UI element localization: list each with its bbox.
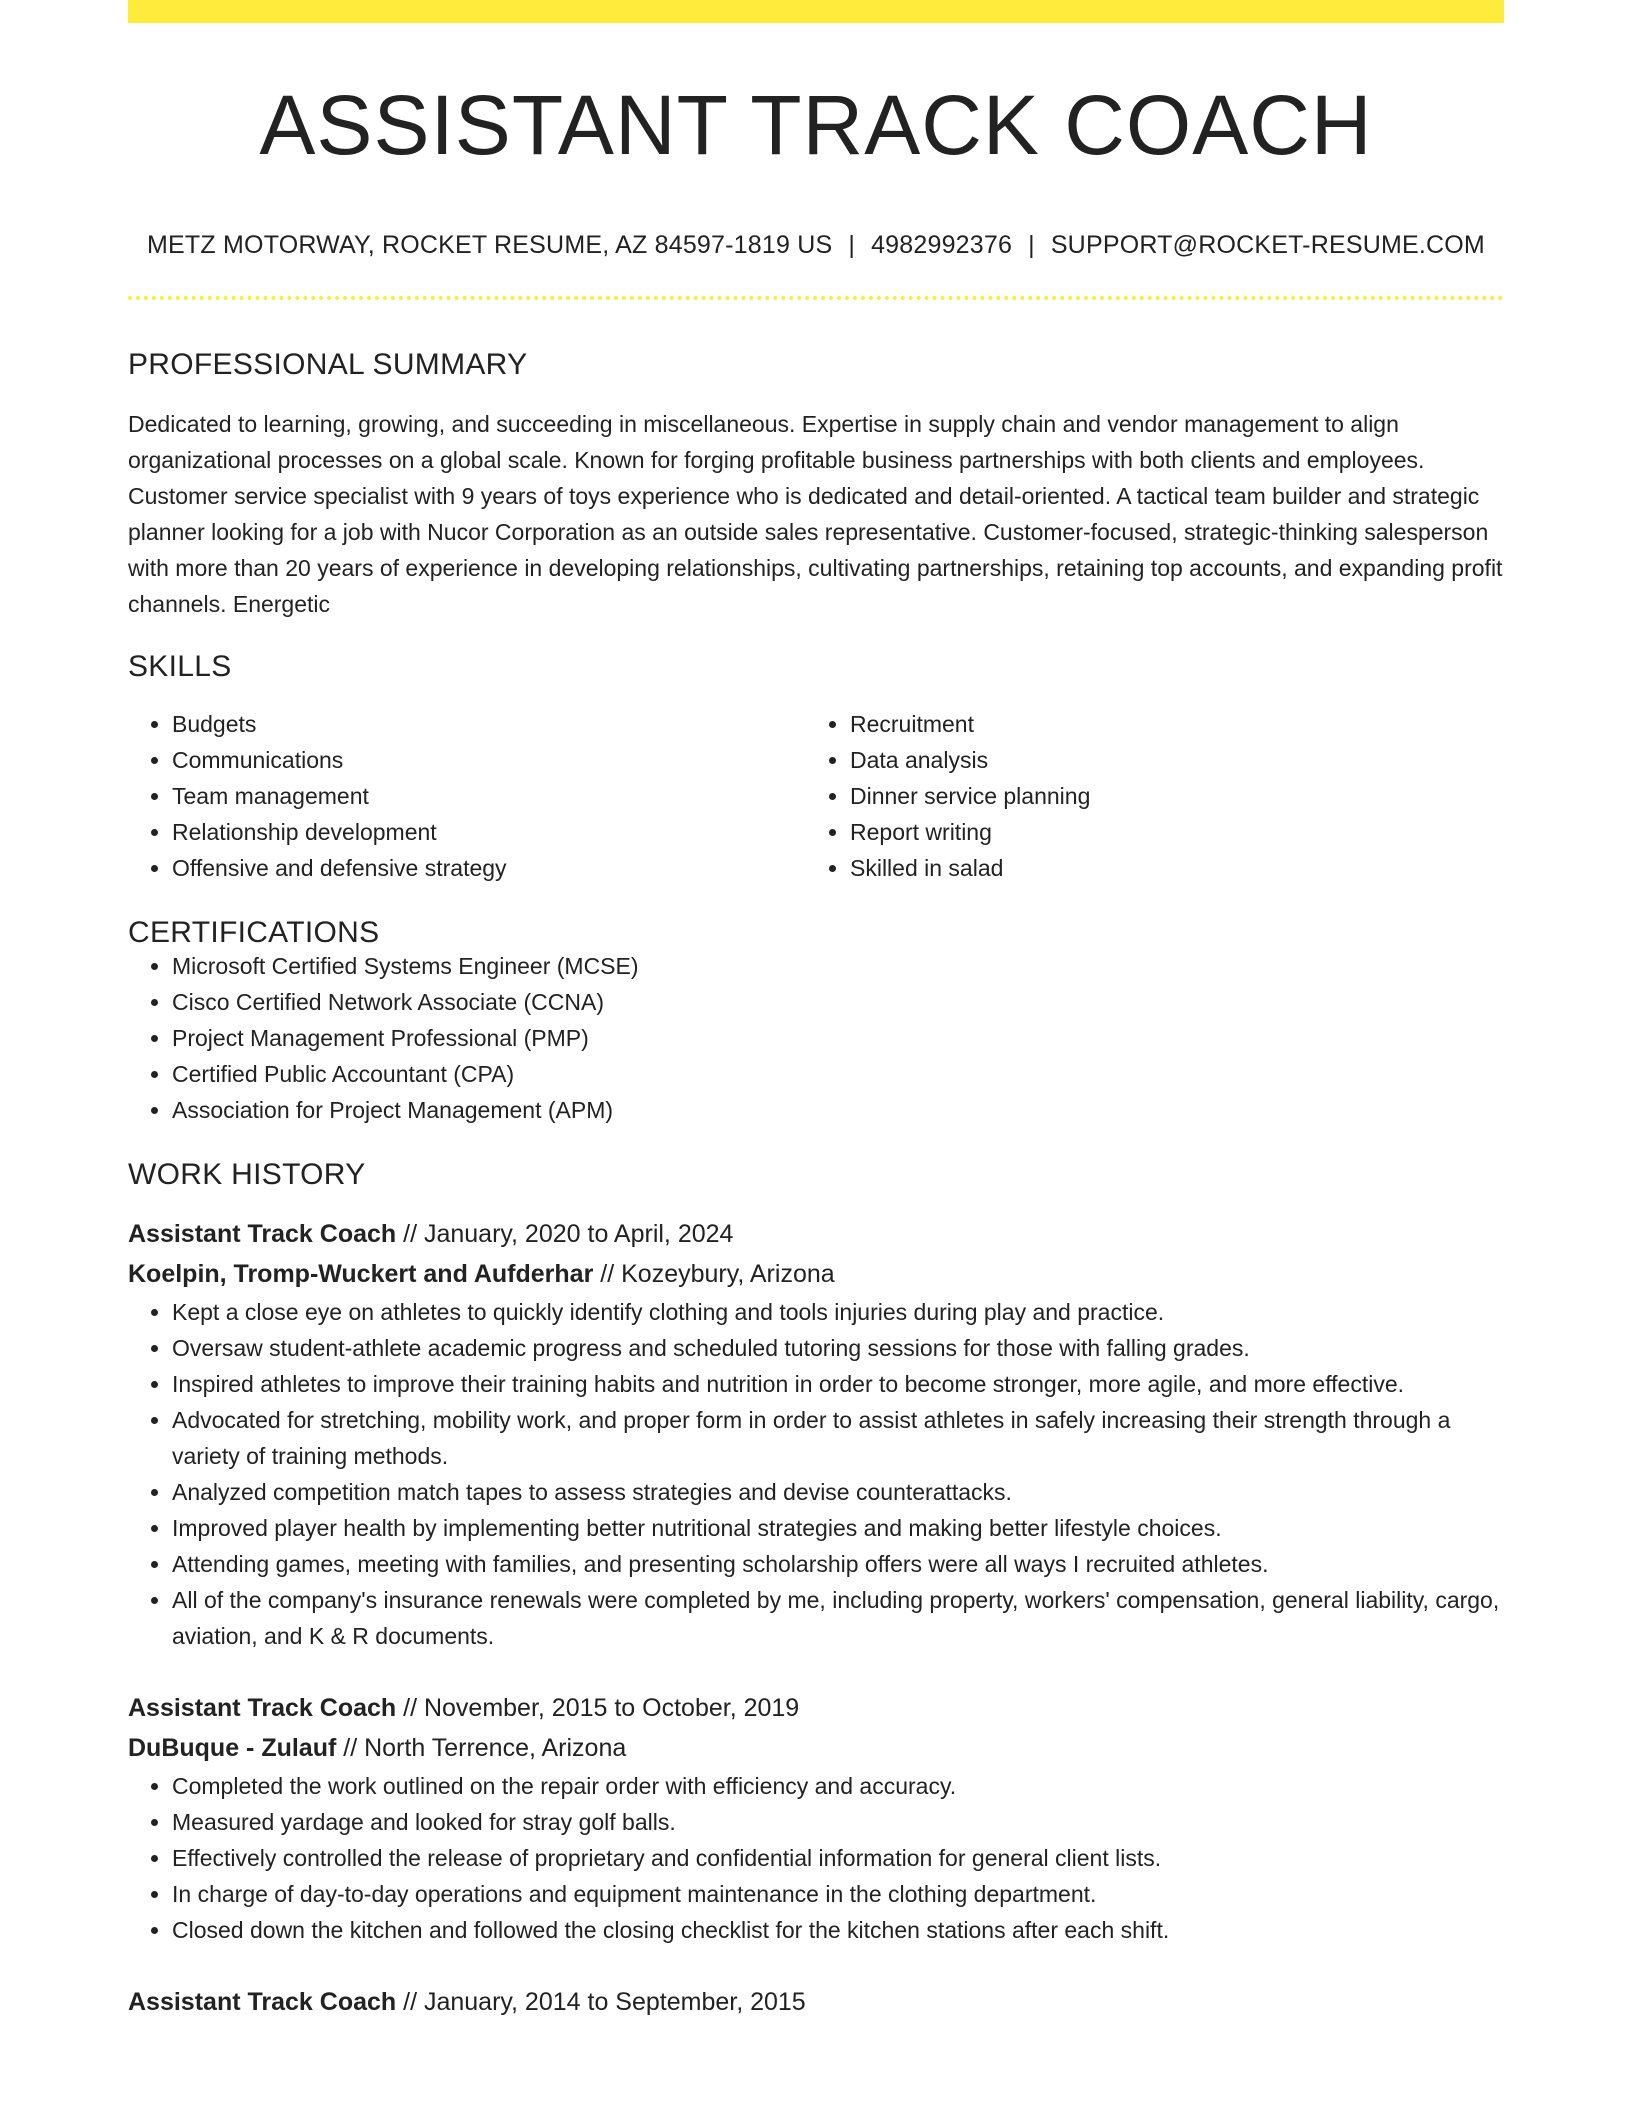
certification-item: • Cisco Certified Network Associate (CCNA): [172, 984, 1504, 1020]
contact-phone: 4982992376: [871, 231, 1013, 259]
certifications-heading: CERTIFICATIONS: [128, 916, 380, 949]
job-title-line: [128, 1982, 1504, 2022]
job-duty: • Completed the work outlined on the repair order with efficiency and accuracy.: [172, 1768, 1504, 1804]
job-company: DuBuque - Zulauf: [128, 1734, 337, 1762]
job-title-line: [128, 1688, 1504, 1728]
skills-list-right: [806, 706, 1484, 886]
contact-line: [128, 233, 1504, 258]
skill-item: • Relationship development: [172, 814, 806, 850]
accent-bar: [128, 0, 1504, 23]
job-dates: // November, 2015 to October, 2019: [396, 1694, 800, 1722]
skill-item: • Budgets: [172, 706, 806, 742]
job-entry: [128, 1688, 1504, 1948]
skill-item: • Skilled in salad: [850, 850, 1484, 886]
job-entry: [128, 1982, 1504, 2022]
contact-separator: |: [848, 231, 856, 259]
summary-heading: PROFESSIONAL SUMMARY: [128, 348, 528, 381]
job-duty: • Attending games, meeting with families, and presenting scholarship offers were all ways I recruited athletes.: [172, 1546, 1504, 1582]
job-title-line: [128, 1214, 1504, 1254]
job-duty: • Improved player health by implementing better nutritional strategies and making better lifestyle choices.: [172, 1510, 1504, 1546]
skills-columns: [128, 706, 1504, 886]
job-duty: • Effectively controlled the release of proprietary and confidential information for general client lists.: [172, 1840, 1504, 1876]
contact-address: METZ MOTORWAY, ROCKET RESUME, AZ 84597-1819 US: [147, 231, 833, 259]
dotted-divider: [128, 296, 1504, 300]
certification-item: • Microsoft Certified Systems Engineer (MCSE): [172, 948, 1504, 984]
work-history-heading: WORK HISTORY: [128, 1158, 366, 1191]
skill-item: • Offensive and defensive strategy: [172, 850, 806, 886]
certification-item: • Certified Public Accountant (CPA): [172, 1056, 1504, 1092]
job-duty: • Inspired athletes to improve their training habits and nutrition in order to become stronger, more agile, and more effective.: [172, 1366, 1504, 1402]
job-duty: • Oversaw student-athlete academic progress and scheduled tutoring sessions for those with falling grades.: [172, 1330, 1504, 1366]
job-title: Assistant Track Coach: [128, 1694, 397, 1722]
job-company-line: [128, 1728, 1504, 1768]
job-entry: [128, 1214, 1504, 1654]
job-dates: // January, 2020 to April, 2024: [396, 1220, 734, 1248]
summary-text: Dedicated to learning, growing, and succeeding in miscellaneous. Expertise in supply chain and vendor management to align organizational processes on a global scale. Known for forging profitable business partnerships with both clients and employees. Customer service specialist with 9 years of toys experience who is dedicated and detail-oriented. A tactical team builder and strategic planner looking for a job with Nucor Corporation as an outside sales representative. Customer-focused, strategic-thinking salesperson with more than 20 years of experience in developing relationships, cultivating partnerships, retaining top accounts, and expanding profit channels. Energetic: [128, 411, 1503, 617]
contact-separator: |: [1028, 231, 1035, 259]
job-company: Koelpin, Tromp-Wuckert and Aufderhar: [128, 1260, 594, 1288]
job-location: // Kozeybury, Arizona: [593, 1260, 835, 1288]
job-title: Assistant Track Coach: [128, 1220, 397, 1248]
skill-item: • Team management: [172, 778, 806, 814]
job-duties-list: [128, 1294, 1504, 1654]
job-location: // North Terrence, Arizona: [336, 1734, 627, 1762]
certification-item: • Project Management Professional (PMP): [172, 1020, 1504, 1056]
job-duty: • Advocated for stretching, mobility work, and proper form in order to assist athletes in safely increasing their strength through a variety of training methods.: [172, 1402, 1504, 1474]
job-company-line: [128, 1254, 1504, 1294]
skill-item: • Dinner service planning: [850, 778, 1484, 814]
job-duty: • Kept a close eye on athletes to quickly identify clothing and tools injuries during play and practice.: [172, 1294, 1504, 1330]
job-duty: • In charge of day-to-day operations and equipment maintenance in the clothing department.: [172, 1876, 1504, 1912]
contact-email: SUPPORT@ROCKET-RESUME.COM: [1050, 231, 1485, 259]
skill-item: • Communications: [172, 742, 806, 778]
job-duty: • Measured yardage and looked for stray golf balls.: [172, 1804, 1504, 1840]
skill-item: • Recruitment: [850, 706, 1484, 742]
skill-item: • Data analysis: [850, 742, 1484, 778]
job-duties-list: [128, 1768, 1504, 1948]
skills-list-left: [128, 706, 806, 886]
certification-item: • Association for Project Management (APM): [172, 1092, 1504, 1128]
certifications-list: [128, 948, 1504, 1128]
job-dates: // January, 2014 to September, 2015: [396, 1988, 806, 2016]
skills-heading: SKILLS: [128, 650, 232, 683]
skills-column-right: [806, 706, 1484, 886]
skills-column-left: [128, 706, 806, 886]
page-title: ASSISTANT TRACK COACH: [259, 78, 1373, 172]
job-duty: • Closed down the kitchen and followed the closing checklist for the kitchen stations after each shift.: [172, 1912, 1504, 1948]
job-title: Assistant Track Coach: [128, 1988, 397, 2016]
resume-page: [128, 0, 1504, 2022]
skill-item: • Report writing: [850, 814, 1484, 850]
job-duty: • Analyzed competition match tapes to assess strategies and devise counterattacks.: [172, 1474, 1504, 1510]
job-duty: • All of the company's insurance renewals were completed by me, including property, workers' compensation, general liability, cargo, aviation, and K & R documents.: [172, 1582, 1504, 1654]
